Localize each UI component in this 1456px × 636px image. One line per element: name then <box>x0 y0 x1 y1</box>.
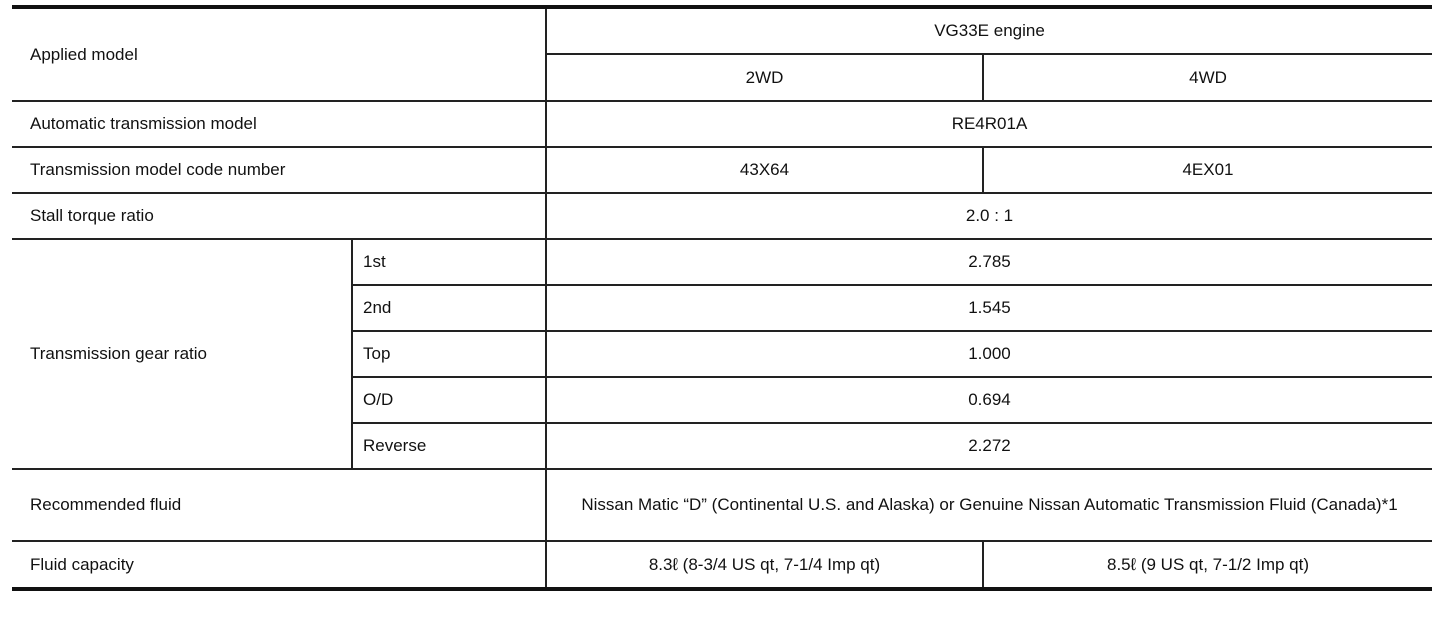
table-row <box>12 101 1432 147</box>
spec-table <box>12 5 1432 591</box>
gear-ratio-value: 2.785 <box>546 239 1432 285</box>
gear-ratio-value: 2.272 <box>546 423 1432 469</box>
engine-header: VG33E engine <box>546 7 1432 54</box>
gear-name: 1st <box>352 239 546 285</box>
gear-name: O/D <box>352 377 546 423</box>
col-2wd-header: 2WD <box>546 54 983 101</box>
table-row <box>12 469 1432 541</box>
gear-name: Top <box>352 331 546 377</box>
gear-ratio-label: Transmission gear ratio <box>12 239 352 469</box>
gear-name: 2nd <box>352 285 546 331</box>
applied-model-label: Applied model <box>12 7 546 101</box>
gear-ratio-value: 1.000 <box>546 331 1432 377</box>
gear-ratio-value: 1.545 <box>546 285 1432 331</box>
table-row <box>12 7 1432 54</box>
code-label: Transmission model code number <box>12 147 546 193</box>
code-4wd-value: 4EX01 <box>983 147 1432 193</box>
col-4wd-header: 4WD <box>983 54 1432 101</box>
at-model-label: Automatic transmission model <box>12 101 546 147</box>
fluid-label: Recommended fluid <box>12 469 546 541</box>
capacity-4wd-value: 8.5ℓ (9 US qt, 7-1/2 Imp qt) <box>983 541 1432 589</box>
table-row <box>12 541 1432 589</box>
gear-ratio-value: 0.694 <box>546 377 1432 423</box>
table-row <box>12 193 1432 239</box>
fluid-value: Nissan Matic “D” (Continental U.S. and Alaska) or Genuine Nissan Automatic Transmission Fluid (Canada)*1 <box>546 469 1432 541</box>
stall-value: 2.0 : 1 <box>546 193 1432 239</box>
at-model-value: RE4R01A <box>546 101 1432 147</box>
capacity-2wd-value: 8.3ℓ (8-3/4 US qt, 7-1/4 Imp qt) <box>546 541 983 589</box>
stall-label: Stall torque ratio <box>12 193 546 239</box>
capacity-label: Fluid capacity <box>12 541 546 589</box>
table-row <box>12 239 1432 285</box>
code-2wd-value: 43X64 <box>546 147 983 193</box>
table-row <box>12 147 1432 193</box>
gear-name: Reverse <box>352 423 546 469</box>
